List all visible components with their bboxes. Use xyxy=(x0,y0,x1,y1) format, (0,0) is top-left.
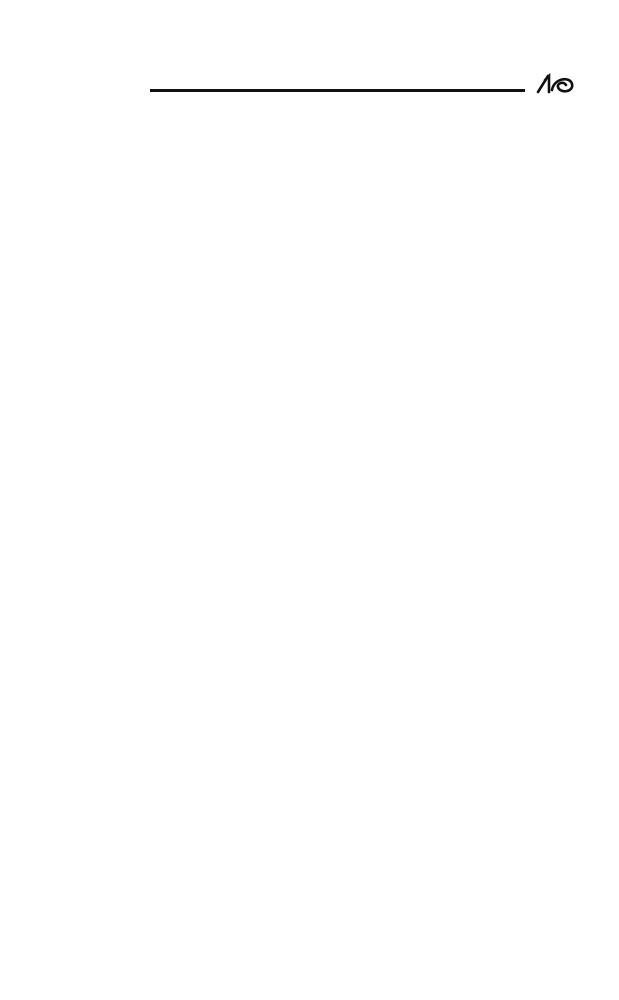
ornament-icon xyxy=(536,72,576,96)
header-rule xyxy=(150,89,525,92)
page-header xyxy=(70,70,575,100)
